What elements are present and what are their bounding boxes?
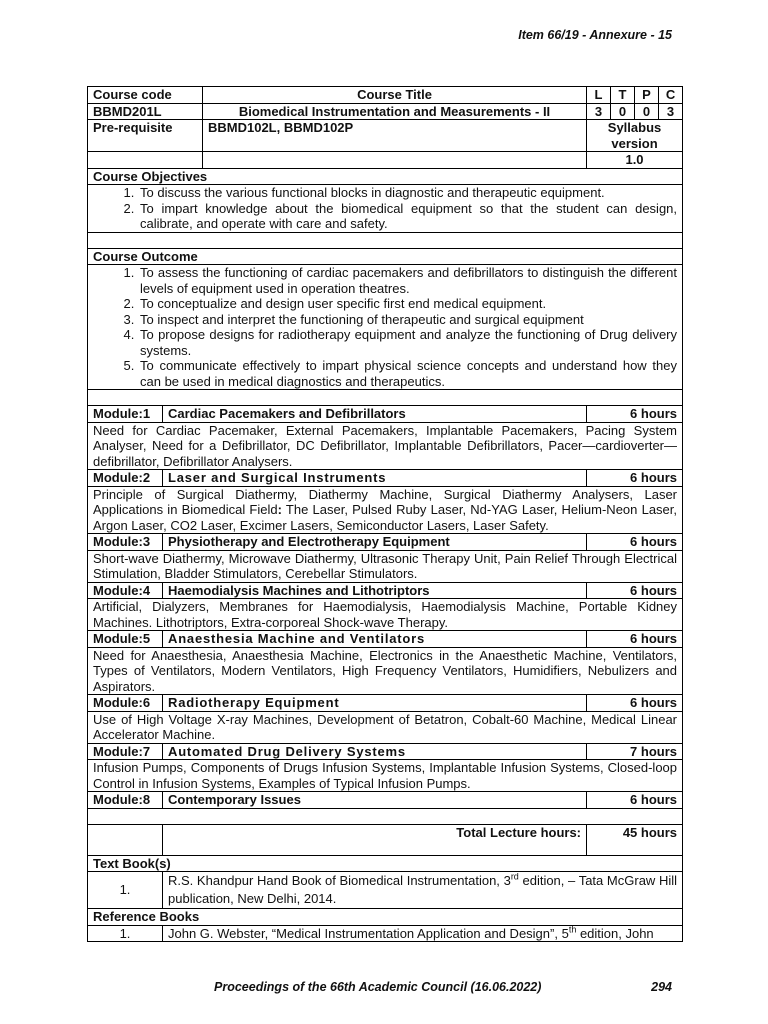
syllabus-version-label: Syllabus version (587, 120, 683, 152)
module-hours: 6 hours (587, 534, 683, 551)
t-label: T (611, 87, 635, 104)
outcome-item: 3. To inspect and interpret the functioning of therapeutic and surgical equipment (138, 312, 677, 328)
module-content: Need for Anaesthesia, Anaesthesia Machine, Electronics in the Anaesthetic Machine, Ventilators, Types of Ventilators, Modern Ventilators, High Frequency Ventilators, Humidifiers, Nebulizers and Aspirators. (88, 647, 683, 695)
course-title: Biomedical Instrumentation and Measurements - II (203, 103, 587, 120)
module-hours: 6 hours (587, 695, 683, 712)
objectives-list-cell (88, 185, 683, 233)
module-hours: 6 hours (587, 406, 683, 423)
textbook-number: 1. (88, 872, 163, 909)
course-code-label: Course code (88, 87, 203, 104)
outcomes-list-cell (88, 265, 683, 390)
l-value: 3 (587, 103, 611, 120)
p-label: P (635, 87, 659, 104)
course-code: BBMD201L (88, 103, 203, 120)
module-label: Module:7 (88, 743, 163, 760)
textbooks-heading: Text Book(s) (88, 855, 683, 872)
c-value: 3 (659, 103, 683, 120)
module-title: Radiotherapy Equipment (163, 695, 587, 712)
outcome-item: 5. To communicate effectively to impart physical science concepts and understand how they can be used in medical diagnostics and therapeutics. (138, 358, 677, 389)
prerequisite-label: Pre-requisite (88, 120, 203, 152)
footer-proceedings: Proceedings of the 66th Academic Council (16.06.2022) (214, 980, 542, 994)
objectives-heading: Course Objectives (88, 168, 683, 185)
reference-number: 1. (88, 925, 163, 942)
module-title: Laser and Surgical Instruments (163, 470, 587, 487)
objective-item: 2. To impart knowledge about the biomedical equipment so that the student can design, calibrate, and operate with care and safety. (138, 201, 677, 232)
page-number: 294 (651, 980, 672, 994)
module-content: Artificial, Dialyzers, Membranes for Haemodialysis, Haemodialysis Machine, Portable Kidney Machines. Lithotriptors, Extra-corporeal Shock-wave Therapy. (88, 599, 683, 631)
reference-entry: John G. Webster, “Medical Instrumentation Application and Design”, 5th edition, John (163, 925, 683, 942)
module-content: Principle of Surgical Diathermy, Diathermy Machine, Surgical Diathermy Analysers, Laser Applications in Biomedical Field: The Laser, Pulsed Ruby Laser, Nd-YAG Laser, Helium-Neon Laser, Argon Laser, CO2 Laser, Excimer Lasers, Semiconductor Lasers, Laser Safety. (88, 486, 683, 534)
module-label: Module:6 (88, 695, 163, 712)
c-label: C (659, 87, 683, 104)
objectives-list (93, 185, 677, 232)
outcome-item: 4. To propose designs for radiotherapy equipment and analyze the functioning of Drug delivery systems. (138, 327, 677, 358)
course-title-label: Course Title (203, 87, 587, 104)
module-label: Module:5 (88, 631, 163, 648)
module-content: Use of High Voltage X-ray Machines, Development of Betatron, Cobalt-60 Machine, Medical Linear Accelerator Machine. (88, 711, 683, 743)
references-heading: Reference Books (88, 909, 683, 926)
module-hours: 6 hours (587, 470, 683, 487)
p-value: 0 (635, 103, 659, 120)
module-label: Module:4 (88, 582, 163, 599)
total-hours-value: 45 hours (587, 824, 683, 855)
module-title: Physiotherapy and Electrotherapy Equipment (163, 534, 587, 551)
total-hours-label: Total Lecture hours: (163, 824, 587, 855)
module-content: Need for Cardiac Pacemaker, External Pacemakers, Implantable Pacemakers, Pacing System Analyser, Need for a Defibrillator, DC Defibrillator, Implantable Defibrillators, Pacer—cardioverter—defibrillator, Defibrillator Analysers. (88, 422, 683, 470)
outcomes-list (93, 265, 677, 389)
syllabus-version: 1.0 (587, 152, 683, 169)
l-label: L (587, 87, 611, 104)
module-title: Contemporary Issues (163, 792, 587, 809)
outcome-item: 1. To assess the functioning of cardiac pacemakers and defibrillators to distinguish the different levels of equipment used in operation theatres. (138, 265, 677, 296)
module-title: Anaesthesia Machine and Ventilators (163, 631, 587, 648)
outcomes-heading: Course Outcome (88, 248, 683, 265)
module-title: Haemodialysis Machines and Lithotriptors (163, 582, 587, 599)
module-hours: 7 hours (587, 743, 683, 760)
module-hours: 6 hours (587, 631, 683, 648)
module-label: Module:2 (88, 470, 163, 487)
module-label: Module:1 (88, 406, 163, 423)
document-header: Item 66/19 - Annexure - 15 (518, 28, 672, 42)
module-content: Infusion Pumps, Components of Drugs Infusion Systems, Implantable Infusion Systems, Closed-loop Control in Infusion Systems, Examples of Typical Infusion Pumps. (88, 760, 683, 792)
objective-item: 1. To discuss the various functional blocks in diagnostic and therapeutic equipment. (138, 185, 677, 201)
module-content: Short-wave Diathermy, Microwave Diathermy, Ultrasonic Therapy Unit, Pain Relief Through Electrical Stimulation, Bladder Stimulators, Cerebellar Stimulators. (88, 550, 683, 582)
textbook-entry: R.S. Khandpur Hand Book of Biomedical Instrumentation, 3rd edition, – Tata McGraw Hill publication, New Delhi, 2014. (163, 872, 683, 909)
module-title: Automated Drug Delivery Systems (163, 743, 587, 760)
syllabus-table (87, 86, 683, 942)
t-value: 0 (611, 103, 635, 120)
module-hours: 6 hours (587, 792, 683, 809)
module-title: Cardiac Pacemakers and Defibrillators (163, 406, 587, 423)
module-label: Module:3 (88, 534, 163, 551)
module-hours: 6 hours (587, 582, 683, 599)
prerequisite-value: BBMD102L, BBMD102P (203, 120, 587, 152)
outcome-item: 2. To conceptualize and design user specific first end medical equipment. (138, 296, 677, 312)
module-label: Module:8 (88, 792, 163, 809)
